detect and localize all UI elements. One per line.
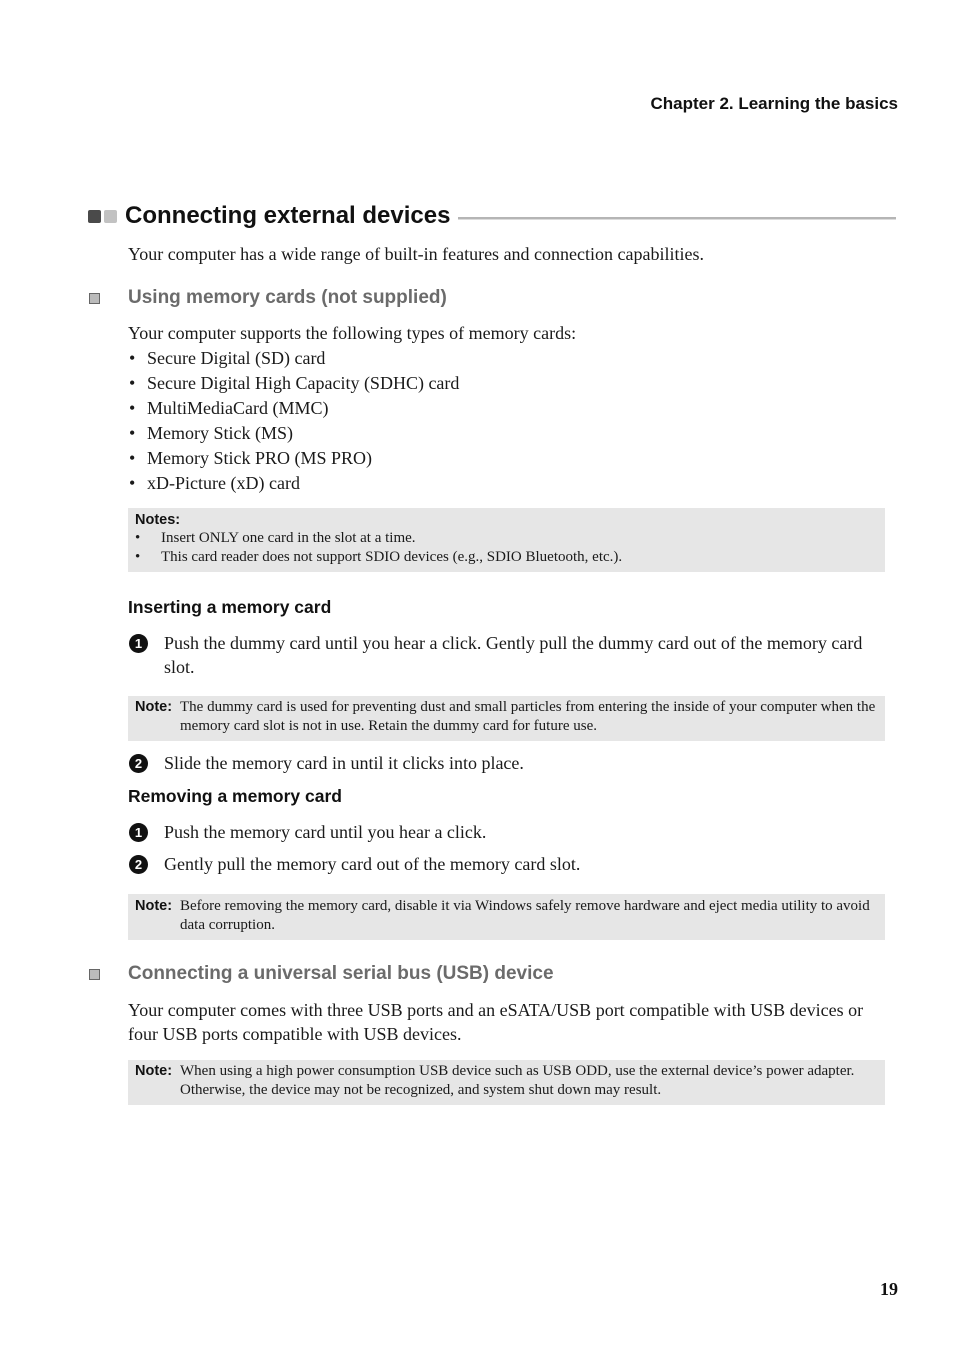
square-bullet-icon [89,293,100,304]
step-number-icon: 1 [129,823,148,842]
section-intro: Your computer has a wide range of built-in features and connection capabilities. [128,244,704,264]
section-marker-icon [88,210,117,223]
note-text: When using a high power consumption USB device such as USB ODD, use the external device’s power adapter. Otherwise, the device may not be recognized, and system shut down may result. [180,1063,855,1098]
note-text: The dummy card is used for preventing dust and small particles from entering the inside of your computer when the memory card slot is not in use. Retain the dummy card for future use. [180,699,876,734]
page-number: 19 [880,1279,898,1299]
subheading-title: Using memory cards (not supplied) [128,287,447,308]
note-item [135,529,878,548]
list-item: • Secure Digital High Capacity (SDHC) card [128,371,828,396]
square-bullet-icon [89,969,100,980]
note-text: Before removing the memory card, disable it via Windows safely remove hardware and eject media utility to avoid data corruption. [180,898,870,933]
step-number-icon: 2 [129,754,148,773]
list-item: • xD-Picture (xD) card [128,471,828,496]
square-dark-icon [88,210,101,223]
step-item [129,852,869,876]
square-light-icon [104,210,117,223]
note-box [128,1060,885,1105]
step-text: Gently pull the memory card out of the memory card slot. [164,854,581,874]
step-number-icon: 2 [129,855,148,874]
subheading-title: Connecting a universal serial bus (USB) device [128,963,554,984]
bullet-icon: • [135,548,141,565]
memory-cards-intro: Your computer supports the following types of memory cards: [128,323,577,343]
list-item: • MultiMediaCard (MMC) [128,396,828,421]
list-item: • Memory Stick PRO (MS PRO) [128,446,828,471]
step-item [129,820,869,844]
note-content [135,897,878,934]
note-box [128,696,885,741]
inserting-heading: Inserting a memory card [128,597,332,617]
note-label: Note: [135,898,173,914]
step-item [129,751,869,775]
note-box [128,894,885,940]
subheading-usb [89,963,554,985]
step-text: Push the memory card until you hear a click. [164,822,487,842]
heading-rule [458,217,896,220]
note-item [135,548,878,567]
running-header: Chapter 2. Learning the basics [650,94,898,113]
list-item: • Memory Stick (MS) [128,421,828,446]
step-text: Push the dummy card until you hear a click. Gently pull the dummy card out of the memory card slot. [164,633,863,677]
note-item-text: Insert ONLY one card in the slot at a time. [161,530,416,546]
section-heading [88,200,896,232]
step-item [129,631,869,679]
note-content [135,698,878,735]
note-label: Note: [135,699,173,715]
notes-label: Notes: [135,512,181,528]
subheading-memory-cards [89,287,447,309]
step-text: Slide the memory card in until it clicks into place. [164,753,524,773]
list-item: • Secure Digital (SD) card [128,346,828,371]
section-title: Connecting external devices [125,202,451,229]
usb-body: Your computer comes with three USB ports and an eSATA/USB port compatible with USB devices or four USB ports compatible with USB devices. [128,1000,864,1044]
memory-card-types-list [128,346,828,496]
removing-heading: Removing a memory card [128,786,342,806]
notes-box [128,508,885,572]
note-label: Note: [135,1063,173,1079]
bullet-icon: • [135,530,141,546]
note-item-text: This card reader does not support SDIO devices (e.g., SDIO Bluetooth, etc.). [161,548,623,565]
note-content [135,1062,878,1099]
step-number-icon: 1 [129,634,148,653]
